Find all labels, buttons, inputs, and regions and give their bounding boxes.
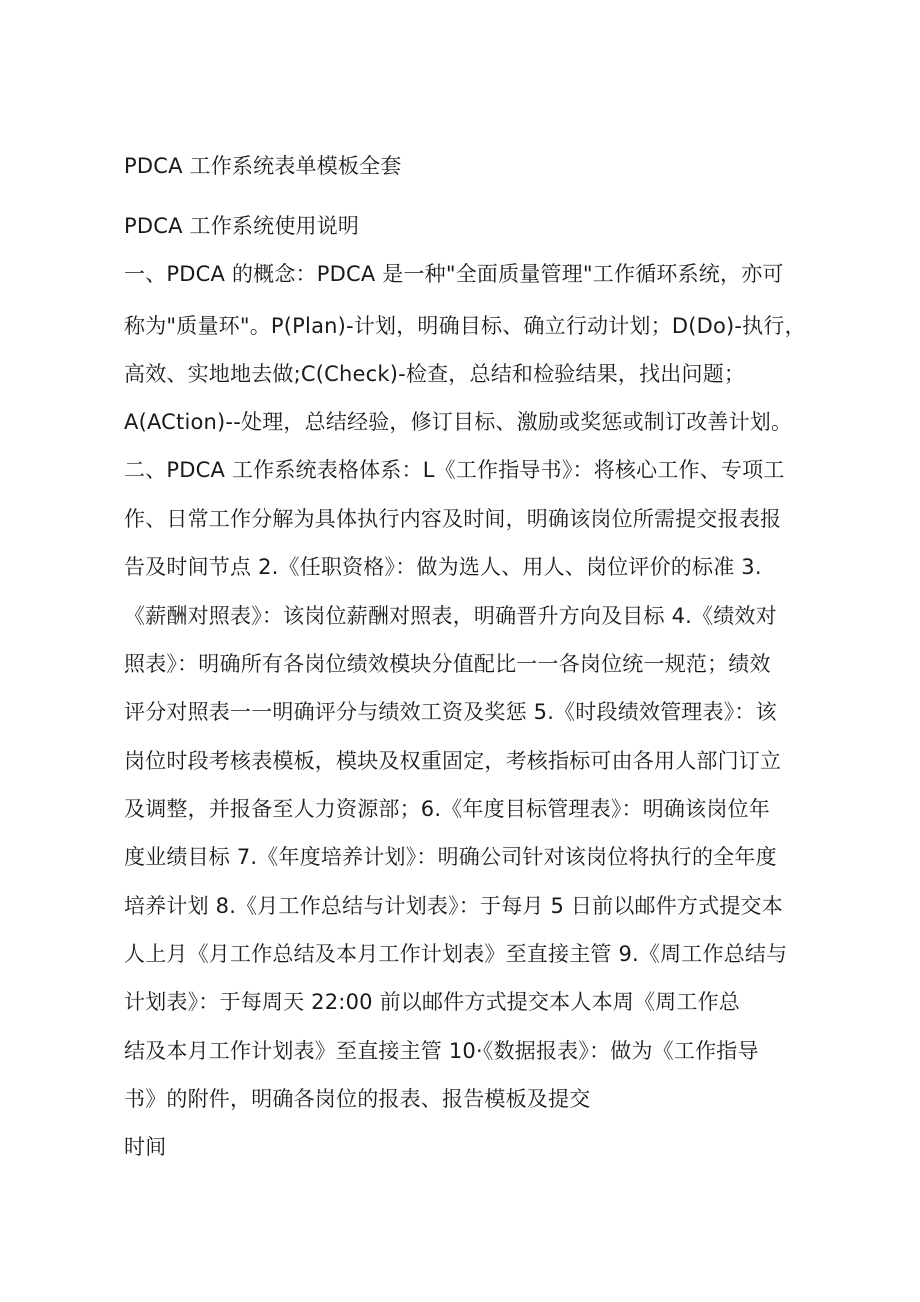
paragraph-line: 计划表》：于每周天 22:00 前以邮件方式提交本人本周《周工作总 xyxy=(124,990,740,1014)
document-title: PDCA 工作系统表单模板全套 xyxy=(124,154,402,178)
paragraph-line: 培养计划 8.《月工作总结与计划表》：于每月 5 日前以邮件方式提交本 xyxy=(124,894,783,918)
paragraph-line: A(ACtion)--处理，总结经验，修订目标、激励或奖惩或制订改善计划。 xyxy=(124,410,793,434)
paragraph-line: 高效、实地地去做;C(Check)-检查，总结和检验结果，找出问题； xyxy=(124,362,746,386)
paragraph-line: 人上月《月工作总结及本月工作计划表》至直接主管 9.《周工作总结与 xyxy=(124,942,788,966)
paragraph-line: 照表》：明确所有各岗位绩效模块分值配比一一各岗位统一规范；绩效 xyxy=(124,652,771,676)
document-subtitle: PDCA 工作系统使用说明 xyxy=(124,214,360,238)
paragraph-line: 作、日常工作分解为具体执行内容及时间，明确该岗位所需提交报表报 xyxy=(124,507,782,531)
paragraph-line: 书》的附件，明确各岗位的报表、报告模板及提交 xyxy=(124,1087,591,1111)
paragraph-line: 《薪酬对照表》：该岗位薪酬对照表，明确晋升方向及目标 4.《绩效对 xyxy=(124,604,777,628)
paragraph-line: 告及时间节点 2.《任职资格》：做为选人、用人、岗位评价的标准 3. xyxy=(124,555,762,579)
paragraph-line: 一、PDCA 的概念：PDCA 是一种"全面质量管理"工作循环系统，亦可 xyxy=(124,262,784,286)
paragraph-line: 时间 xyxy=(124,1135,167,1159)
paragraph-line: 岗位时段考核表模板，模块及权重固定，考核指标可由各用人部门订立 xyxy=(124,749,782,773)
paragraph-line: 二、PDCA 工作系统表格体系：L《工作指导书》：将核心工作、专项工 xyxy=(124,458,785,482)
paragraph-line: 评分对照表一一明确评分与绩效工资及奖惩 5.《时段绩效管理表》：该 xyxy=(124,700,777,724)
paragraph-line: 及调整，并报备至人力资源部；6.《年度目标管理表》：明确该岗位年 xyxy=(124,797,770,821)
paragraph-line: 度业绩目标 7.《年度培养计划》：明确公司针对该岗位将执行的全年度 xyxy=(124,845,777,869)
paragraph-line: 称为"质量环"。P(Plan)-计划，明确目标、确立行动计划；D(Do)-执行， xyxy=(124,314,806,338)
paragraph-line: 结及本月工作计划表》至直接主管 10·《数据报表》：做为《工作指导 xyxy=(124,1039,759,1063)
